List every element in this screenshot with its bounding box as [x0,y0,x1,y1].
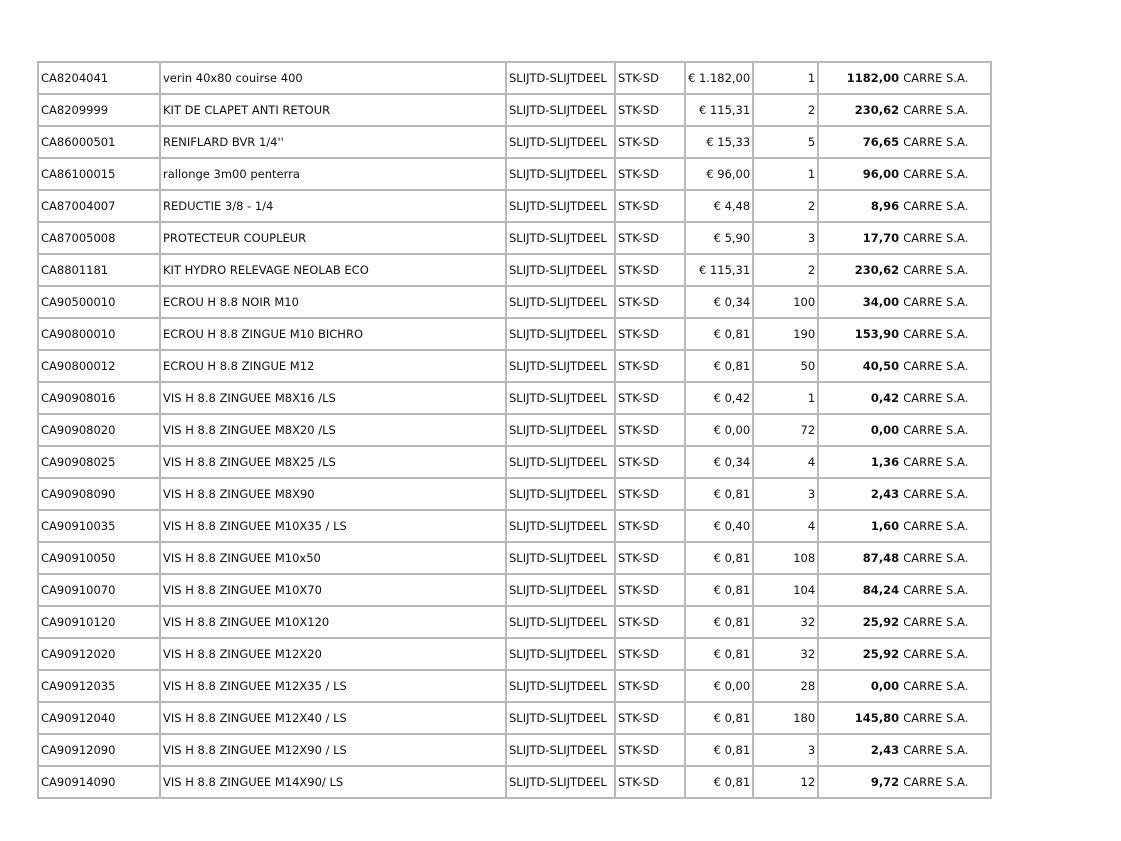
quantity-cell: 4 [753,510,818,542]
line-total-cell: 40,50 [818,350,901,382]
description-cell: VIS H 8.8 ZINGUEE M8X16 /LS [160,382,506,414]
category-cell: SLIJTD-SLIJTDEEL [506,318,615,350]
table-row [38,62,991,94]
unit-cell: STK-SD [615,670,685,702]
line-total-cell: 230,62 [818,94,901,126]
line-total-cell: 0,00 [818,414,901,446]
item-code-cell: CA90908020 [38,414,160,446]
supplier-cell: CARRE S.A. [901,286,991,318]
unit-cell: STK-SD [615,542,685,574]
unit-price-cell: € 0,34 [685,286,753,318]
table-row [38,190,991,222]
quantity-cell: 100 [753,286,818,318]
quantity-cell: 5 [753,126,818,158]
unit-cell: STK-SD [615,638,685,670]
quantity-cell: 2 [753,190,818,222]
quantity-cell: 72 [753,414,818,446]
supplier-cell: CARRE S.A. [901,254,991,286]
line-total-cell: 84,24 [818,574,901,606]
stock-table [37,61,992,799]
description-cell: RENIFLARD BVR 1/4'' [160,126,506,158]
table-row [38,734,991,766]
quantity-cell: 2 [753,254,818,286]
category-cell: SLIJTD-SLIJTDEEL [506,542,615,574]
supplier-cell: CARRE S.A. [901,126,991,158]
supplier-cell: CARRE S.A. [901,702,991,734]
line-total-cell: 8,96 [818,190,901,222]
unit-cell: STK-SD [615,94,685,126]
quantity-cell: 12 [753,766,818,798]
description-cell: VIS H 8.8 ZINGUEE M10X35 / LS [160,510,506,542]
description-cell: PROTECTEUR COUPLEUR [160,222,506,254]
supplier-cell: CARRE S.A. [901,478,991,510]
table-row [38,94,991,126]
supplier-cell: CARRE S.A. [901,382,991,414]
description-cell: VIS H 8.8 ZINGUEE M12X20 [160,638,506,670]
quantity-cell: 3 [753,478,818,510]
category-cell: SLIJTD-SLIJTDEEL [506,766,615,798]
category-cell: SLIJTD-SLIJTDEEL [506,414,615,446]
unit-price-cell: € 0,00 [685,414,753,446]
category-cell: SLIJTD-SLIJTDEEL [506,734,615,766]
description-cell: ECROU H 8.8 ZINGUE M10 BICHRO [160,318,506,350]
quantity-cell: 4 [753,446,818,478]
unit-cell: STK-SD [615,62,685,94]
unit-cell: STK-SD [615,734,685,766]
unit-price-cell: € 0,81 [685,734,753,766]
quantity-cell: 32 [753,638,818,670]
category-cell: SLIJTD-SLIJTDEEL [506,94,615,126]
unit-cell: STK-SD [615,478,685,510]
description-cell: verin 40x80 couirse 400 [160,62,506,94]
item-code-cell: CA8204041 [38,62,160,94]
item-code-cell: CA90910120 [38,606,160,638]
item-code-cell: CA90914090 [38,766,160,798]
line-total-cell: 145,80 [818,702,901,734]
supplier-cell: CARRE S.A. [901,574,991,606]
quantity-cell: 28 [753,670,818,702]
description-cell: VIS H 8.8 ZINGUEE M8X25 /LS [160,446,506,478]
description-cell: VIS H 8.8 ZINGUEE M12X90 / LS [160,734,506,766]
table-row [38,606,991,638]
item-code-cell: CA90910050 [38,542,160,574]
description-cell: VIS H 8.8 ZINGUEE M14X90/ LS [160,766,506,798]
table-row [38,414,991,446]
table-row [38,286,991,318]
line-total-cell: 96,00 [818,158,901,190]
supplier-cell: CARRE S.A. [901,510,991,542]
table-row [38,382,991,414]
category-cell: SLIJTD-SLIJTDEEL [506,702,615,734]
category-cell: SLIJTD-SLIJTDEEL [506,510,615,542]
description-cell: VIS H 8.8 ZINGUEE M10x50 [160,542,506,574]
quantity-cell: 1 [753,382,818,414]
unit-price-cell: € 15,33 [685,126,753,158]
table-row [38,158,991,190]
item-code-cell: CA87004007 [38,190,160,222]
line-total-cell: 230,62 [818,254,901,286]
supplier-cell: CARRE S.A. [901,542,991,574]
supplier-cell: CARRE S.A. [901,94,991,126]
unit-cell: STK-SD [615,702,685,734]
table-row [38,446,991,478]
unit-price-cell: € 0,81 [685,318,753,350]
unit-cell: STK-SD [615,126,685,158]
line-total-cell: 25,92 [818,606,901,638]
unit-cell: STK-SD [615,766,685,798]
category-cell: SLIJTD-SLIJTDEEL [506,158,615,190]
supplier-cell: CARRE S.A. [901,62,991,94]
unit-price-cell: € 0,00 [685,670,753,702]
supplier-cell: CARRE S.A. [901,734,991,766]
unit-price-cell: € 0,81 [685,574,753,606]
category-cell: SLIJTD-SLIJTDEEL [506,574,615,606]
line-total-cell: 1182,00 [818,62,901,94]
quantity-cell: 108 [753,542,818,574]
supplier-cell: CARRE S.A. [901,350,991,382]
table-row [38,478,991,510]
category-cell: SLIJTD-SLIJTDEEL [506,446,615,478]
category-cell: SLIJTD-SLIJTDEEL [506,350,615,382]
item-code-cell: CA8209999 [38,94,160,126]
table-row [38,638,991,670]
description-cell: VIS H 8.8 ZINGUEE M12X40 / LS [160,702,506,734]
table-row [38,318,991,350]
quantity-cell: 3 [753,734,818,766]
unit-cell: STK-SD [615,574,685,606]
category-cell: SLIJTD-SLIJTDEEL [506,670,615,702]
unit-price-cell: € 0,81 [685,350,753,382]
unit-cell: STK-SD [615,510,685,542]
item-code-cell: CA90908090 [38,478,160,510]
category-cell: SLIJTD-SLIJTDEEL [506,254,615,286]
table-row [38,350,991,382]
description-cell: KIT DE CLAPET ANTI RETOUR [160,94,506,126]
line-total-cell: 9,72 [818,766,901,798]
quantity-cell: 2 [753,94,818,126]
supplier-cell: CARRE S.A. [901,766,991,798]
description-cell: ECROU H 8.8 ZINGUE M12 [160,350,506,382]
supplier-cell: CARRE S.A. [901,318,991,350]
description-cell: REDUCTIE 3/8 - 1/4 [160,190,506,222]
supplier-cell: CARRE S.A. [901,670,991,702]
item-code-cell: CA8801181 [38,254,160,286]
unit-price-cell: € 0,81 [685,478,753,510]
unit-cell: STK-SD [615,286,685,318]
item-code-cell: CA90908016 [38,382,160,414]
unit-price-cell: € 1.182,00 [685,62,753,94]
unit-cell: STK-SD [615,222,685,254]
description-cell: VIS H 8.8 ZINGUEE M12X35 / LS [160,670,506,702]
quantity-cell: 1 [753,158,818,190]
unit-price-cell: € 0,42 [685,382,753,414]
line-total-cell: 87,48 [818,542,901,574]
category-cell: SLIJTD-SLIJTDEEL [506,382,615,414]
description-cell: KIT HYDRO RELEVAGE NEOLAB ECO [160,254,506,286]
unit-price-cell: € 5,90 [685,222,753,254]
unit-price-cell: € 0,81 [685,702,753,734]
table-row [38,254,991,286]
supplier-cell: CARRE S.A. [901,606,991,638]
unit-price-cell: € 0,40 [685,510,753,542]
unit-price-cell: € 0,34 [685,446,753,478]
description-cell: VIS H 8.8 ZINGUEE M8X20 /LS [160,414,506,446]
item-code-cell: CA90910070 [38,574,160,606]
supplier-cell: CARRE S.A. [901,158,991,190]
table-row [38,222,991,254]
unit-price-cell: € 0,81 [685,766,753,798]
item-code-cell: CA90800012 [38,350,160,382]
supplier-cell: CARRE S.A. [901,222,991,254]
table-row [38,702,991,734]
unit-price-cell: € 96,00 [685,158,753,190]
category-cell: SLIJTD-SLIJTDEEL [506,126,615,158]
table-body [38,62,991,798]
category-cell: SLIJTD-SLIJTDEEL [506,606,615,638]
item-code-cell: CA86100015 [38,158,160,190]
item-code-cell: CA90912040 [38,702,160,734]
line-total-cell: 153,90 [818,318,901,350]
category-cell: SLIJTD-SLIJTDEEL [506,62,615,94]
unit-price-cell: € 0,81 [685,638,753,670]
unit-cell: STK-SD [615,158,685,190]
unit-cell: STK-SD [615,350,685,382]
unit-cell: STK-SD [615,414,685,446]
line-total-cell: 2,43 [818,478,901,510]
table-row [38,766,991,798]
quantity-cell: 32 [753,606,818,638]
unit-cell: STK-SD [615,606,685,638]
item-code-cell: CA90912090 [38,734,160,766]
quantity-cell: 1 [753,62,818,94]
table-row [38,126,991,158]
supplier-cell: CARRE S.A. [901,190,991,222]
quantity-cell: 104 [753,574,818,606]
unit-price-cell: € 115,31 [685,94,753,126]
line-total-cell: 1,60 [818,510,901,542]
unit-cell: STK-SD [615,190,685,222]
table-row [38,510,991,542]
unit-price-cell: € 4,48 [685,190,753,222]
quantity-cell: 50 [753,350,818,382]
description-cell: VIS H 8.8 ZINGUEE M10X120 [160,606,506,638]
item-code-cell: CA90800010 [38,318,160,350]
line-total-cell: 0,00 [818,670,901,702]
item-code-cell: CA86000501 [38,126,160,158]
table-row [38,670,991,702]
unit-cell: STK-SD [615,446,685,478]
item-code-cell: CA90912035 [38,670,160,702]
category-cell: SLIJTD-SLIJTDEEL [506,478,615,510]
line-total-cell: 17,70 [818,222,901,254]
item-code-cell: CA90912020 [38,638,160,670]
description-cell: rallonge 3m00 penterra [160,158,506,190]
item-code-cell: CA90908025 [38,446,160,478]
quantity-cell: 180 [753,702,818,734]
table-row [38,542,991,574]
unit-price-cell: € 115,31 [685,254,753,286]
quantity-cell: 3 [753,222,818,254]
unit-cell: STK-SD [615,382,685,414]
supplier-cell: CARRE S.A. [901,414,991,446]
description-cell: ECROU H 8.8 NOIR M10 [160,286,506,318]
line-total-cell: 2,43 [818,734,901,766]
supplier-cell: CARRE S.A. [901,638,991,670]
unit-price-cell: € 0,81 [685,606,753,638]
category-cell: SLIJTD-SLIJTDEEL [506,222,615,254]
item-code-cell: CA90910035 [38,510,160,542]
description-cell: VIS H 8.8 ZINGUEE M8X90 [160,478,506,510]
line-total-cell: 1,36 [818,446,901,478]
item-code-cell: CA87005008 [38,222,160,254]
item-code-cell: CA90500010 [38,286,160,318]
category-cell: SLIJTD-SLIJTDEEL [506,190,615,222]
description-cell: VIS H 8.8 ZINGUEE M10X70 [160,574,506,606]
line-total-cell: 25,92 [818,638,901,670]
line-total-cell: 76,65 [818,126,901,158]
category-cell: SLIJTD-SLIJTDEEL [506,638,615,670]
line-total-cell: 34,00 [818,286,901,318]
supplier-cell: CARRE S.A. [901,446,991,478]
unit-cell: STK-SD [615,318,685,350]
category-cell: SLIJTD-SLIJTDEEL [506,286,615,318]
line-total-cell: 0,42 [818,382,901,414]
unit-cell: STK-SD [615,254,685,286]
table-row [38,574,991,606]
quantity-cell: 190 [753,318,818,350]
unit-price-cell: € 0,81 [685,542,753,574]
